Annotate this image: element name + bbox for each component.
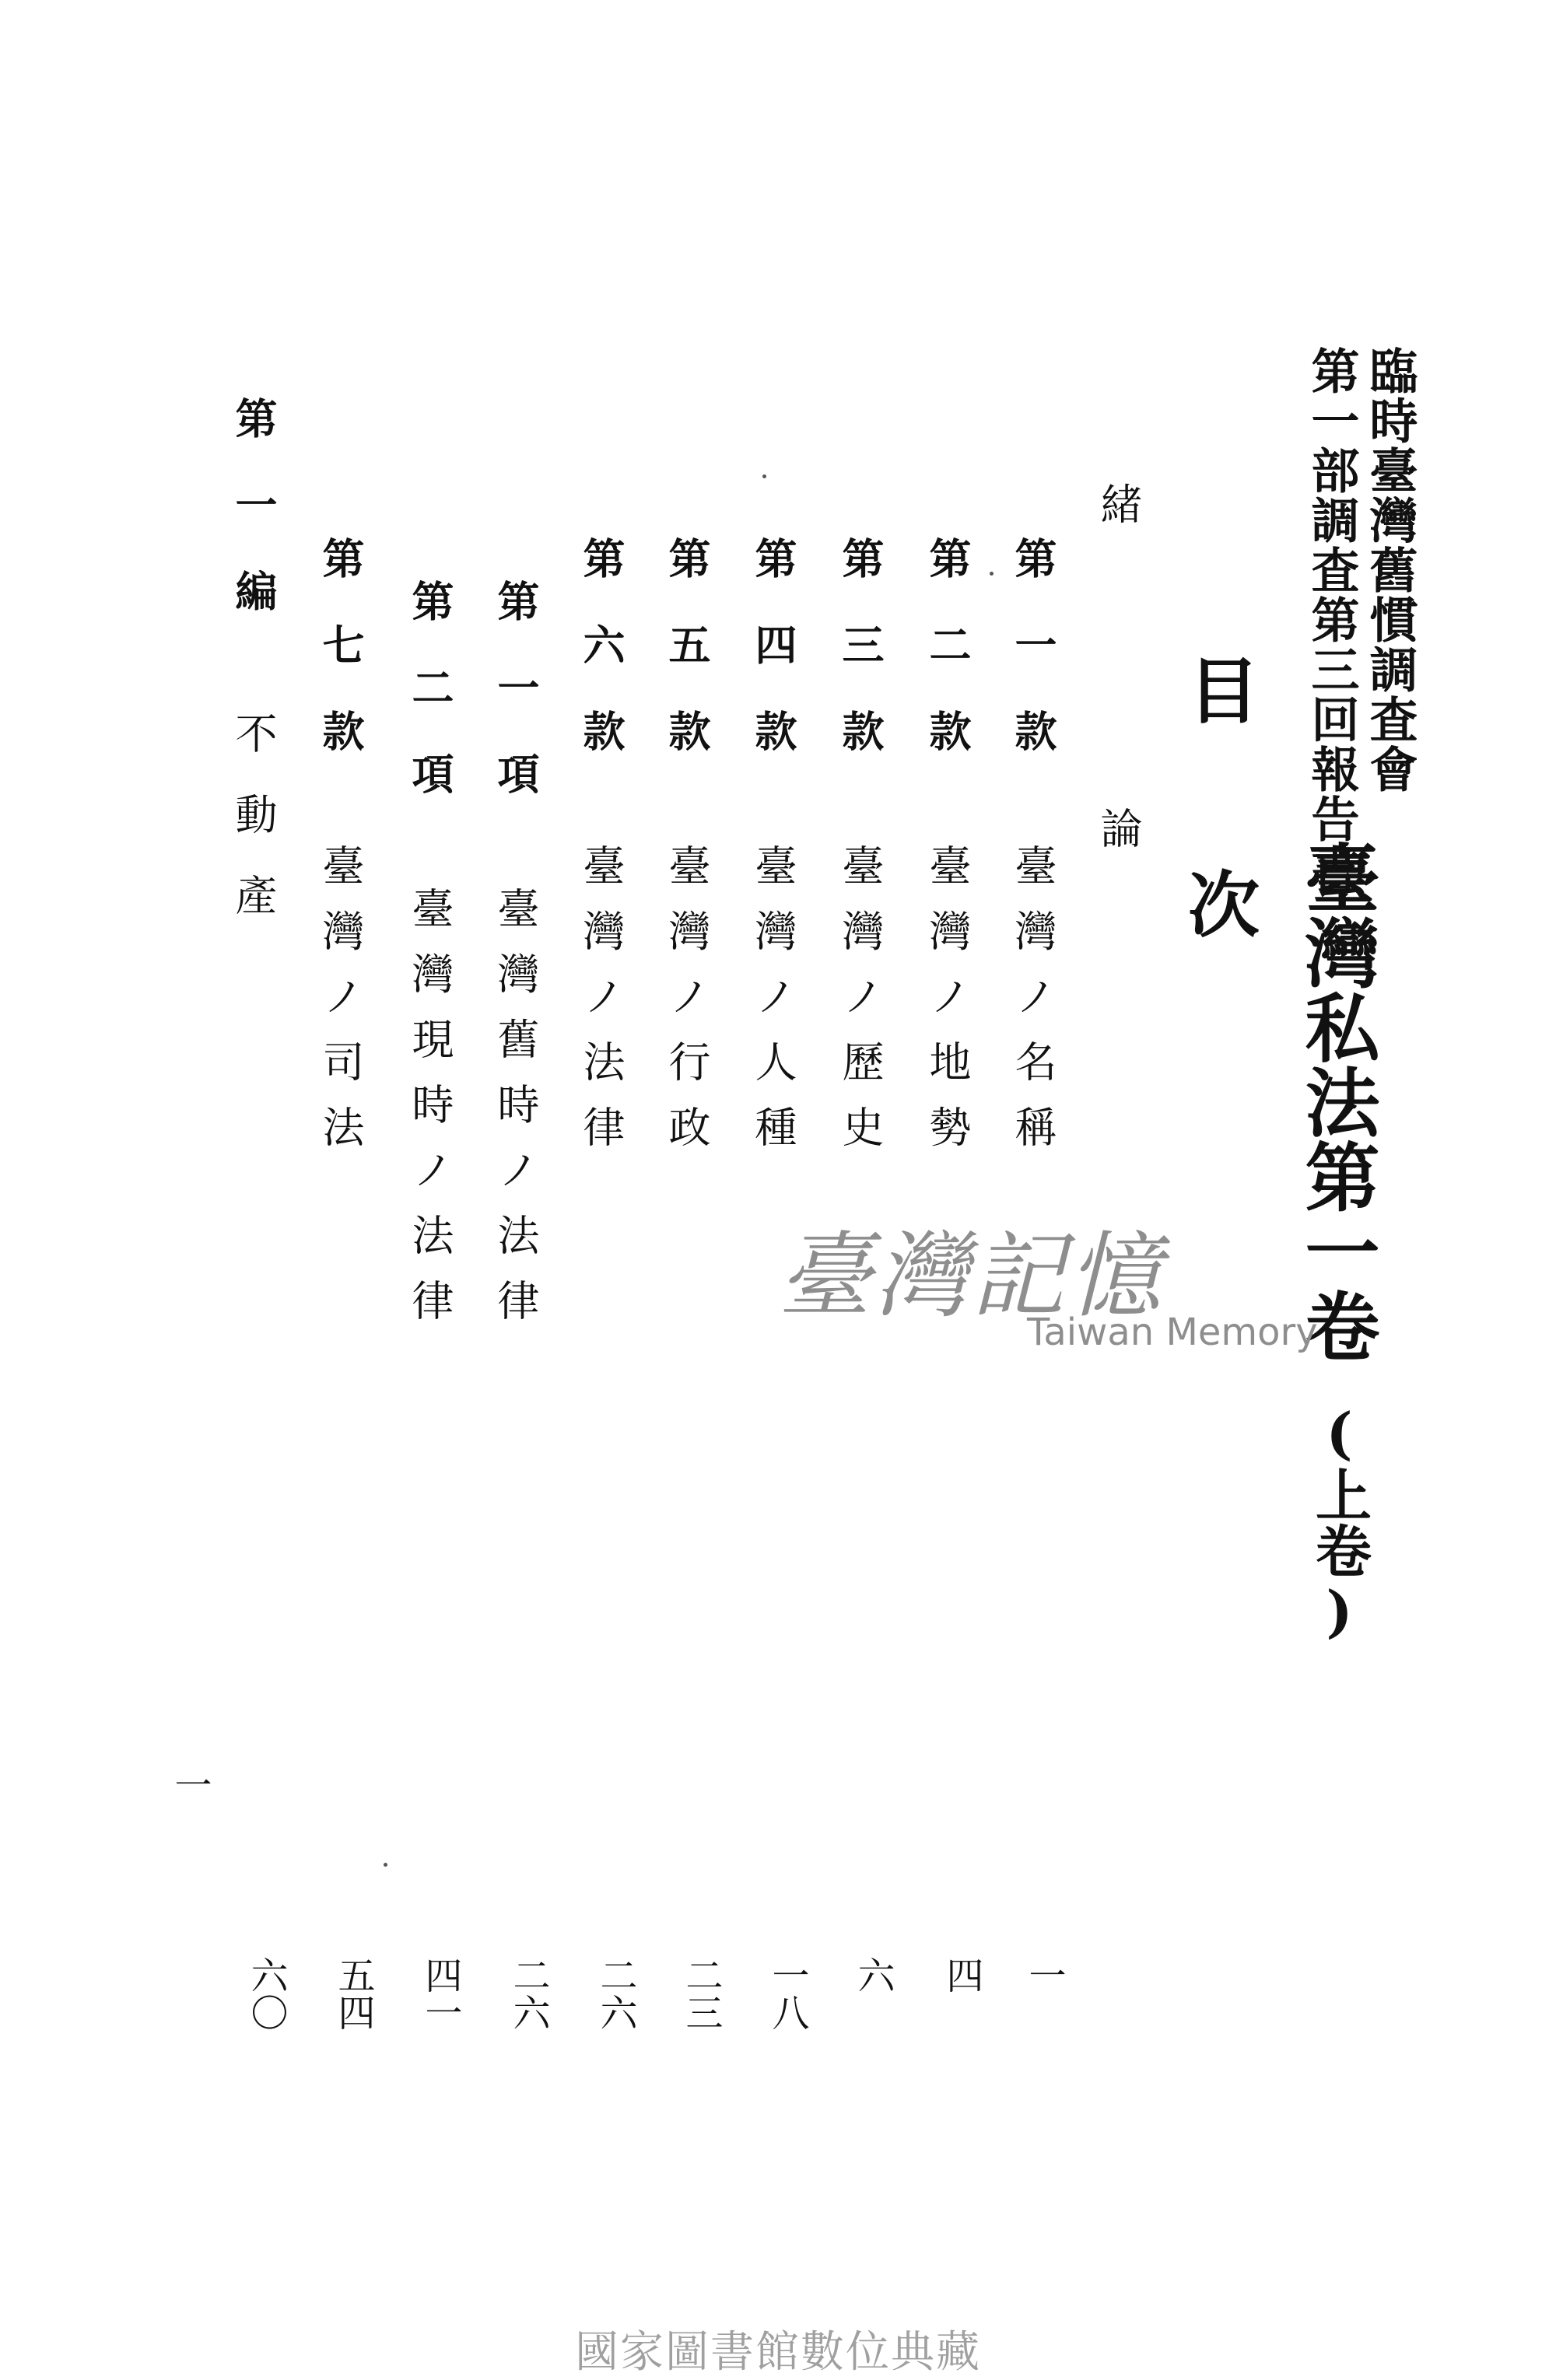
volume-note: (上卷) <box>1306 1400 1372 1644</box>
toc-label: 第二項 <box>405 579 454 838</box>
toc-title: 臺灣ノ地勢 <box>923 844 972 1171</box>
toc-page-number: 一八 <box>766 1956 809 2031</box>
toc-heading-char-1: 目 <box>1176 653 1260 725</box>
toc-title: 臺灣ノ法律 <box>576 844 626 1171</box>
toc-page-number: 六〇 <box>244 1956 288 2031</box>
toc-label: 第三款 <box>836 537 885 796</box>
toc-page-number: 二六 <box>506 1956 550 2031</box>
book-title: 臺灣私法第一卷 <box>1293 840 1381 1363</box>
toc-title: 臺灣ノ歷史 <box>836 844 885 1171</box>
watermark-text-cn: 臺灣記憶 <box>778 1223 1164 1331</box>
watermark-text-en: Taiwan Memory <box>1027 1311 1318 1354</box>
toc-page-number: 六 <box>851 1956 895 1993</box>
scan-speck <box>990 572 994 576</box>
toc-page-number: 一 <box>1022 1956 1066 1993</box>
toc-title: 臺灣舊時ノ法律 <box>491 887 540 1344</box>
toc-label: 第六款 <box>576 537 626 796</box>
toc-label: 第一編 <box>229 397 278 656</box>
toc-intro-label: 緒 論 <box>1094 482 1143 965</box>
toc-label: 第一款 <box>1008 537 1057 796</box>
scan-speck <box>762 474 766 478</box>
toc-title: 臺灣ノ行政 <box>662 844 711 1171</box>
toc-title: 臺灣ノ人種 <box>748 844 797 1171</box>
toc-title: 臺灣ノ名稱 <box>1008 844 1057 1171</box>
page-number: 一 <box>168 1766 212 1803</box>
toc-title: 臺灣ノ司法 <box>316 844 365 1171</box>
toc-page-number: 五四 <box>331 1956 375 2031</box>
scan-speck <box>384 1863 387 1867</box>
toc-page-number: 四一 <box>419 1956 462 2031</box>
toc-heading-char-2: 次 <box>1176 867 1260 939</box>
toc-label: 第一項 <box>491 579 540 838</box>
toc-label: 第五款 <box>662 537 711 796</box>
toc-page-number: 二三 <box>679 1956 723 2031</box>
toc-page-number: 二六 <box>594 1956 637 2031</box>
issuer-line-1: 臨時臺灣舊慣調査會 <box>1362 346 1418 794</box>
toc-title: 不動產 <box>229 712 278 954</box>
watermark <box>778 1202 1318 1365</box>
toc-page-number: 四 <box>940 1956 983 1993</box>
issuer-line-2: 第一部調査第三回報告書 <box>1303 346 1360 894</box>
toc-label: 第四款 <box>748 537 797 796</box>
toc-label: 第二款 <box>923 537 972 796</box>
footer-archive-label: 國家圖書館數位典藏 <box>575 2327 981 2378</box>
toc-label: 第七款 <box>316 537 365 796</box>
toc-title: 臺灣現時ノ法律 <box>405 887 454 1344</box>
